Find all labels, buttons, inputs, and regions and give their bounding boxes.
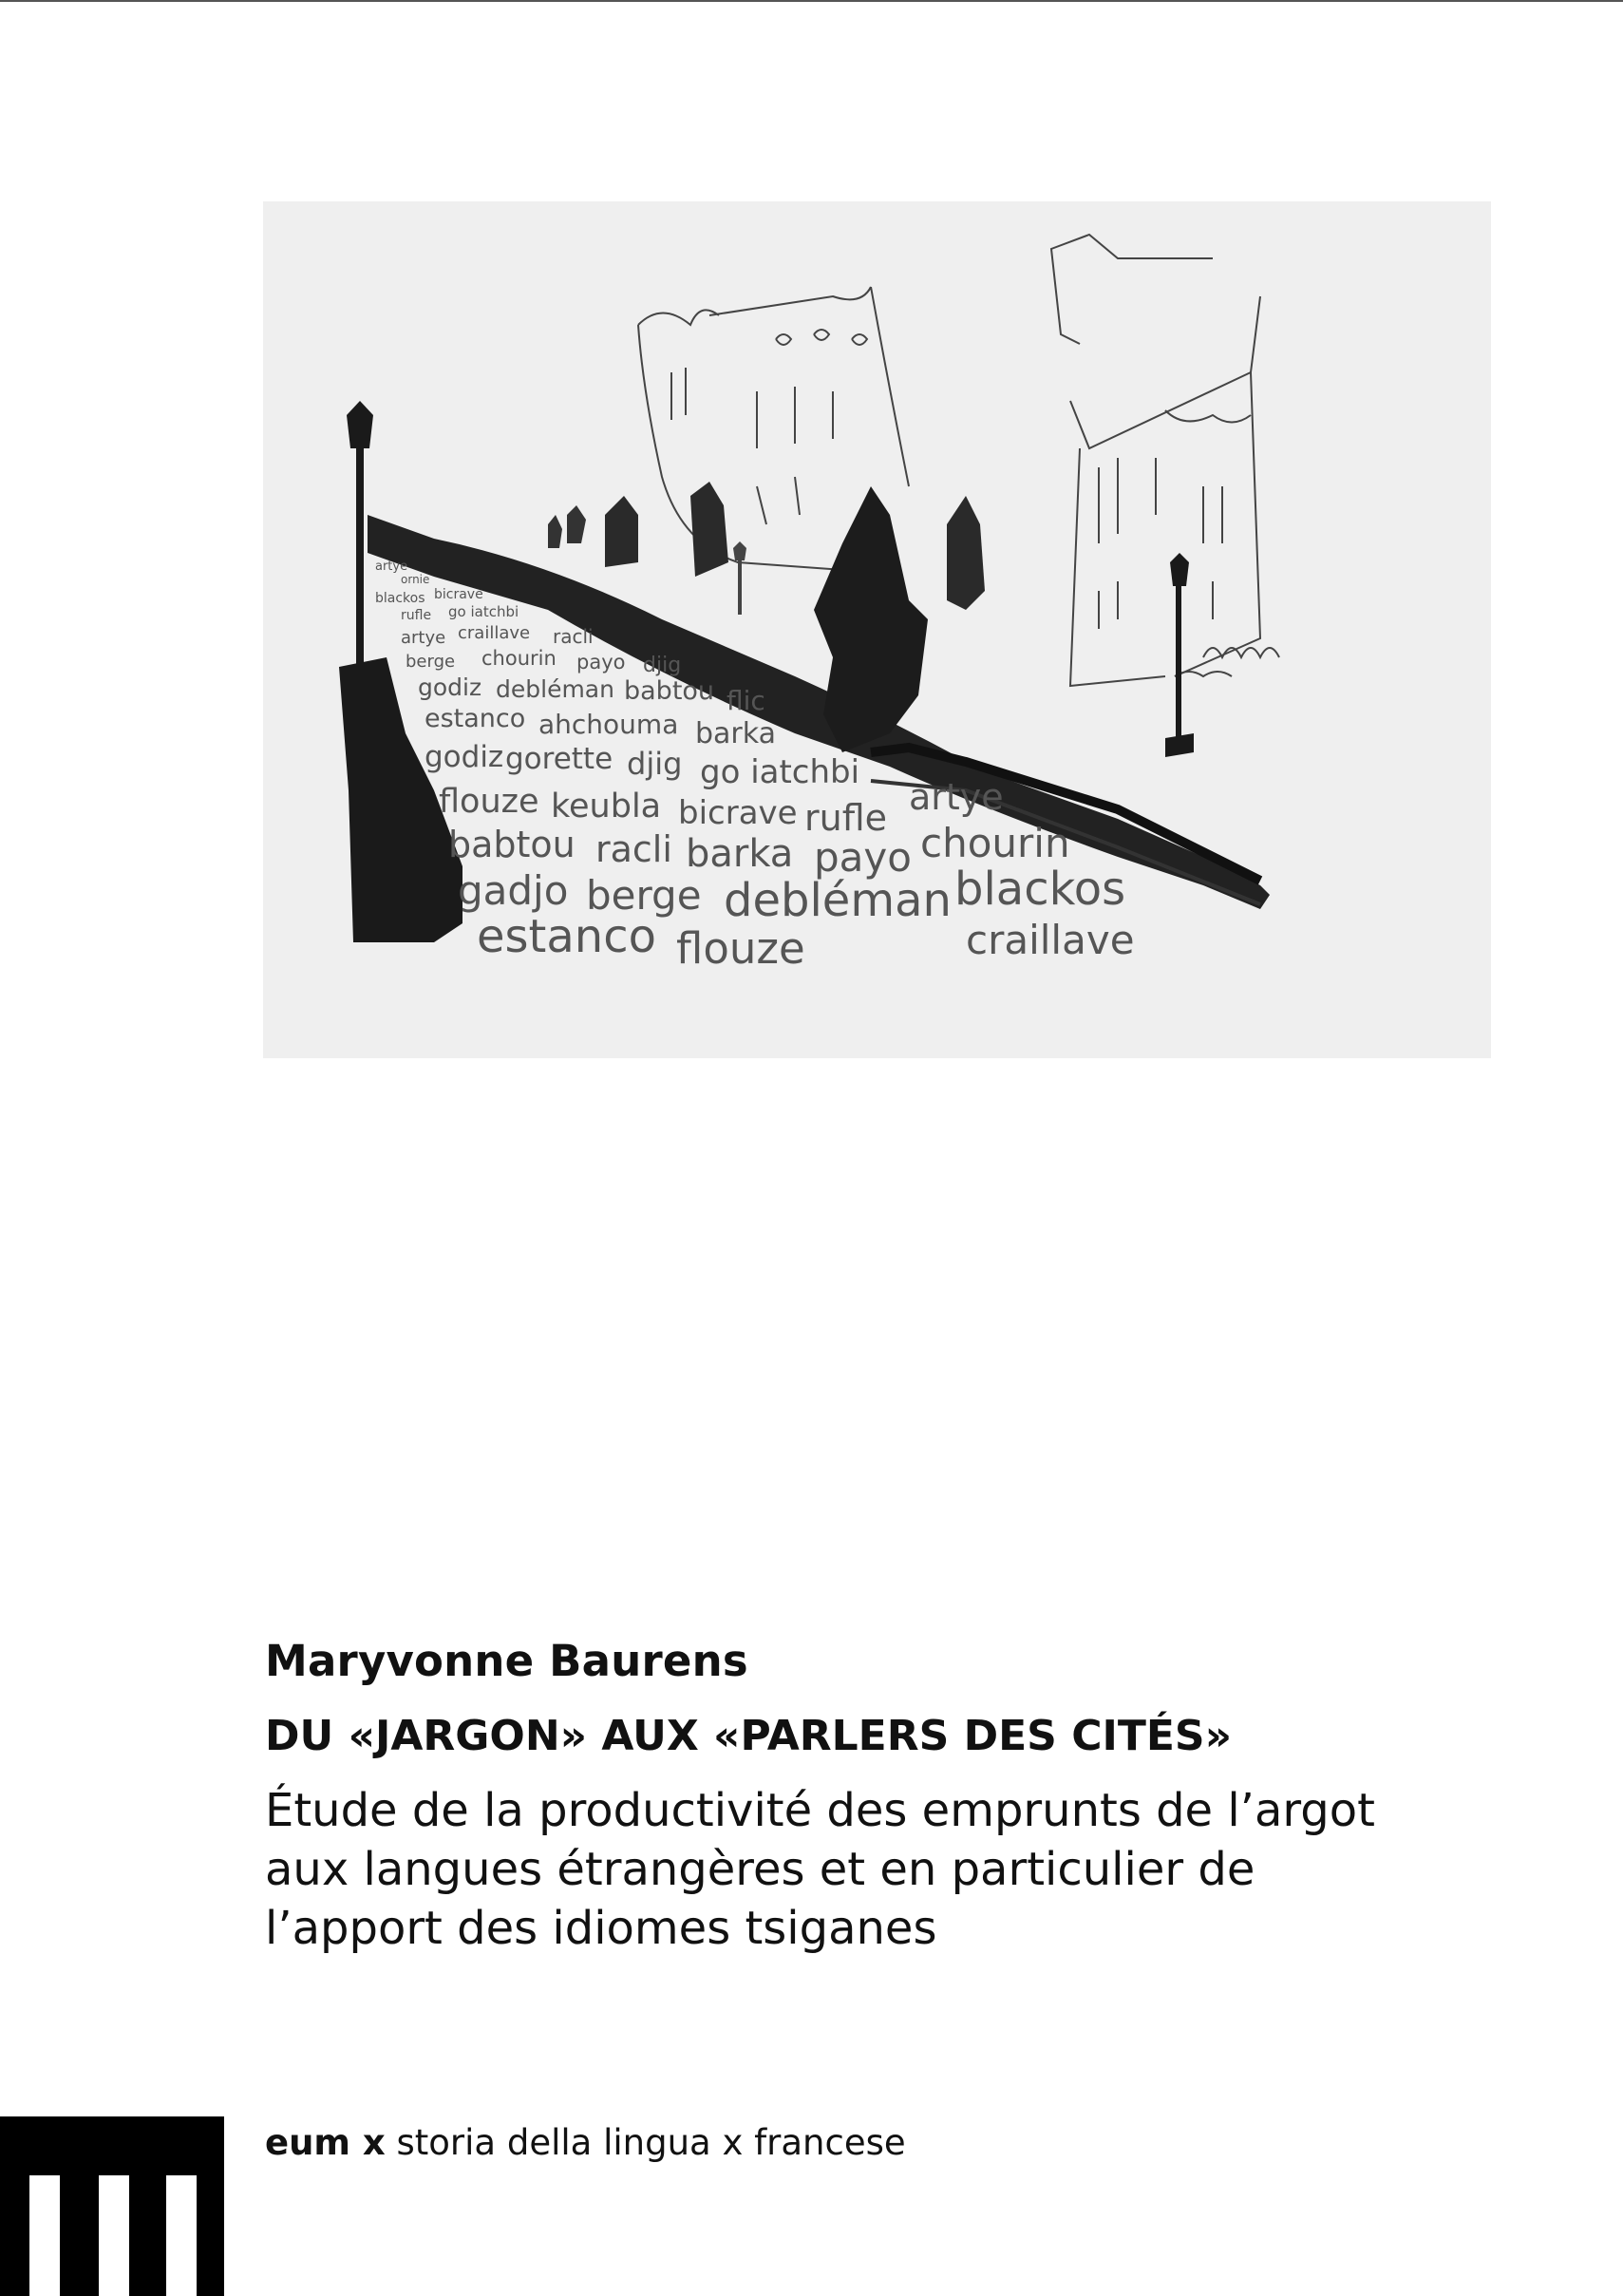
- word-12: payo: [576, 651, 626, 674]
- word-14: godiz: [418, 674, 482, 701]
- word-24: go iatchbi: [700, 753, 860, 791]
- subtitle-line-1: Étude de la productivité des emprunts de l’argot: [265, 1784, 1375, 1837]
- publisher-logo: [0, 2116, 224, 2296]
- word-37: debléman: [724, 874, 952, 927]
- word-26: keubla: [551, 787, 662, 825]
- word-32: barka: [686, 832, 794, 876]
- author-name: Maryvonne Baurens: [265, 1636, 748, 1686]
- word-5: go iatchbi: [448, 603, 519, 620]
- word-2: ornie: [401, 573, 430, 586]
- word-4: blackos: [375, 591, 425, 606]
- word-20: barka: [695, 717, 776, 750]
- book-title: DU «JARGON» AUX «PARLERS DES CITÉS»: [265, 1712, 1233, 1760]
- word-23: djig: [627, 746, 683, 782]
- word-3: bicrave: [434, 587, 483, 602]
- logo-bar-2: [99, 2175, 129, 2296]
- series-collection: storia della lingua x francese: [396, 2122, 906, 2163]
- word-31: racli: [595, 828, 672, 870]
- word-10: berge: [406, 652, 456, 672]
- word-15: debléman: [496, 675, 614, 703]
- word-36: berge: [586, 872, 702, 919]
- word-41: craillave: [966, 917, 1135, 963]
- logo-bar-1: [29, 2175, 60, 2296]
- word-29: artye: [909, 776, 1004, 818]
- bridge-sketch-image: [263, 201, 1491, 1058]
- word-11: chourin: [481, 647, 557, 670]
- logo-bar-3: [166, 2175, 197, 2296]
- word-6: rufle: [401, 608, 432, 623]
- word-8: craillave: [458, 623, 531, 643]
- word-27: bicrave: [678, 794, 798, 832]
- word-13: djig: [643, 654, 682, 677]
- word-40: flouze: [676, 923, 805, 974]
- series-publisher: eum x: [265, 2122, 386, 2163]
- word-30: babtou: [448, 824, 576, 865]
- cover-illustration: [263, 201, 1491, 1058]
- subtitle-line-2: aux langues étrangères et en particulier de: [265, 1843, 1255, 1896]
- word-19: ahchouma: [538, 709, 679, 740]
- word-35: gadjo: [458, 867, 569, 914]
- series-line: [265, 2122, 906, 2163]
- top-rule: [0, 0, 1623, 2]
- word-25: flouze: [439, 783, 539, 821]
- word-9: racli: [553, 625, 594, 648]
- word-16: babtou: [624, 676, 715, 706]
- word-33: payo: [814, 834, 912, 881]
- word-38: blackos: [954, 863, 1126, 916]
- subtitle-line-3: l’apport des idiomes tsiganes: [265, 1902, 937, 1955]
- word-7: artye: [401, 628, 446, 648]
- word-21: godiz: [425, 740, 504, 774]
- word-39: estanco: [477, 910, 656, 963]
- book-subtitle: [265, 1781, 1500, 1958]
- word-22: gorette: [505, 742, 613, 776]
- word-1: artye: [375, 560, 408, 574]
- word-18: estanco: [425, 704, 526, 733]
- word-17: flic: [727, 685, 765, 716]
- word-34: chourin: [920, 820, 1070, 866]
- word-28: rufle: [804, 797, 888, 839]
